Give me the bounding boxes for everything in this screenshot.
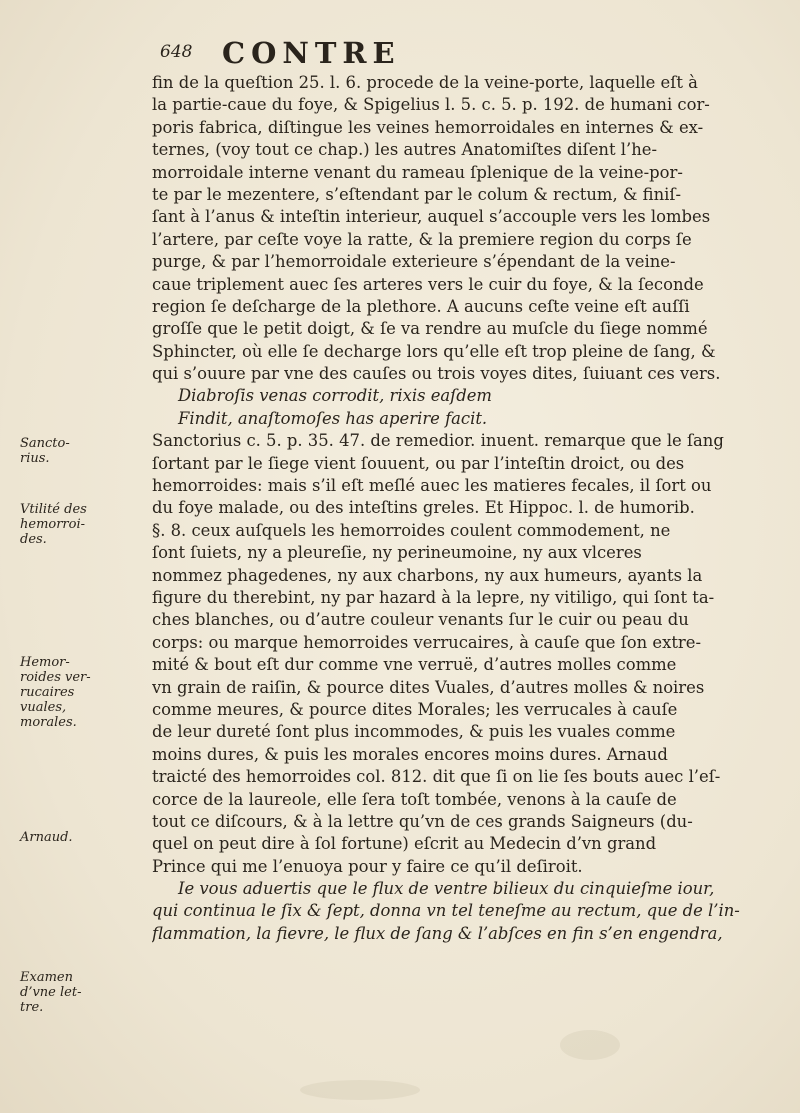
- text-line: Sanctorius c. 5. p. 35. 47. de remedior. inuent. remarque que le ſang: [152, 431, 724, 451]
- page-number: 648: [160, 42, 193, 62]
- margin-note-line: tre.: [20, 1000, 44, 1015]
- text-line: Sphincter, où elle ſe decharge lors qu’elle eſt trop pleine de ſang, &: [152, 341, 716, 361]
- text-line: ternes, (voy tout ce chap.) les autres Anatomiſtes diſent l’he-: [152, 140, 658, 160]
- text-line: traicté des hemorroides col. 812. dit que ſi on lie ſes bouts auec l’eſ-: [152, 767, 721, 787]
- letter-line: Ie vous aduertis que le flux de ventre bilieux du cinquieſme iour,: [178, 879, 715, 899]
- text-line: te par le mezentere, s’eſtendant par le colum & rectum, & finiſ-: [152, 184, 681, 204]
- text-line: figure du therebint, ny par hazard à la lepre, ny vitiligo, qui ſont ta-: [152, 587, 715, 607]
- text-line: region ſe deſcharge de la plethore. A aucuns ceſte veine eſt auſſi: [152, 296, 690, 316]
- margin-note-utilite: [20, 502, 138, 547]
- margin-note-line: des.: [20, 532, 47, 547]
- text-line: corce de la laureole, elle ſera toſt tombée, venons à la cauſe de: [152, 789, 677, 809]
- text-line: quel on peut dire à ſol fortune) eſcrit au Medecin d’vn grand: [152, 834, 657, 854]
- text-line: du foye malade, ou des inteſtins greles. Et Hippoc. l. de humorib.: [152, 498, 695, 518]
- margin-note-line: Vtilité des: [20, 502, 87, 517]
- text-line: comme meures, & pource dites Morales; les verrucales à cauſe: [152, 699, 678, 719]
- text-line: ches blanches, ou d’autre couleur venants ſur le cuir ou peau du: [152, 610, 689, 630]
- margin-note-line: morales.: [20, 715, 77, 730]
- margin-note-line: vuales,: [20, 700, 67, 715]
- letter-line: flammation, la fievre, le flux de ſang & l’abſces en fin s’en engendra,: [152, 923, 723, 943]
- margin-note-line: Hemor-: [20, 655, 70, 670]
- text-line: groſſe que le petit doigt, & ſe va rendre au muſcle du ſiege nommé: [152, 319, 708, 339]
- text-line: la partie-caue du foye, & Spigelius l. 5. c. 5. p. 192. de humani cor-: [152, 95, 710, 115]
- verse-line: Findit, anaſtomoſes has aperire facit.: [178, 408, 488, 428]
- running-head: CONTRE: [222, 36, 401, 70]
- verse-line: Diabroſis venas corrodit, rixis eaſdem: [178, 386, 492, 406]
- margin-note-arnaud: [20, 830, 138, 845]
- letter-line: qui continua le ſix & ſept, donna vn tel teneſme au rectum, que de l’in-: [152, 901, 740, 921]
- margin-note-line: rucaires: [20, 685, 75, 700]
- text-line: Prince qui me l’enuoya pour y faire ce qu’il deſiroit.: [152, 856, 583, 876]
- margin-note-examen: [20, 970, 138, 1015]
- body-text: [152, 72, 792, 945]
- text-line: fin de la queſtion 25. l. 6. procede de la veine-porte, laquelle eſt à: [152, 73, 698, 92]
- text-line: purge, & par l’hemorroidale exterieure s’épendant de la veine-: [152, 252, 676, 272]
- margin-note-hemorroides: [20, 655, 138, 730]
- margin-note-line: rius.: [20, 451, 50, 466]
- page-header: [160, 38, 760, 68]
- text-line: nommez phagedenes, ny aux charbons, ny aux humeurs, ayants la: [152, 565, 703, 585]
- margin-note-line: d’vne let-: [20, 985, 82, 1000]
- text-line: moins dures, & puis les morales encores moins dures. Arnaud: [152, 744, 668, 764]
- text-line: de leur dureté ſont plus incommodes, & puis les vuales comme: [152, 722, 676, 742]
- text-line: hemorroides: mais s’il eſt meſlé auec les matieres fecales, il ſort ou: [152, 476, 712, 496]
- text-line: mité & bout eſt dur comme vne verruë, d’autres molles comme: [152, 655, 677, 675]
- text-line: poris fabrica, diſtingue les veines hemorroidales en internes & ex-: [152, 117, 704, 137]
- text-line: ſortant par le ſiege vient ſouuent, ou par l’inteſtin droict, ou des: [152, 453, 685, 473]
- margin-notes: [20, 0, 160, 1113]
- text-line: corps: ou marque hemorroides verrucaires, à cauſe que ſon extre-: [152, 632, 701, 652]
- margin-note-line: Examen: [20, 970, 73, 985]
- text-line: vn grain de raiſin, & pource dites Vuales, d’autres molles & noires: [152, 677, 705, 697]
- margin-note-line: Arnaud.: [20, 830, 73, 845]
- margin-note-sanctorius: [20, 436, 138, 466]
- text-line: §. 8. ceux auſquels les hemorroides coulent commodement, ne: [152, 520, 671, 540]
- margin-note-line: roides ver-: [20, 670, 91, 685]
- text-line: qui s’ouure par vne des cauſes ou trois voyes dites, ſuiuant ces vers.: [152, 364, 721, 384]
- paper-stain: [300, 1080, 420, 1100]
- text-line: ſant à l’anus & inteſtin interieur, auquel s’accouple vers les lombes: [152, 207, 711, 227]
- text-line: tout ce diſcours, & à la lettre qu’vn de ces grands Saigneurs (du-: [152, 811, 693, 831]
- text-line: ſont ſuiets, ny a pleureſie, ny perineumoine, ny aux vlceres: [152, 543, 642, 563]
- paper-stain: [560, 1030, 620, 1060]
- text-line: morroidale interne venant du rameau ſplenique de la veine-por-: [152, 162, 683, 182]
- margin-note-line: hemorroi-: [20, 517, 86, 532]
- margin-note-line: Sancto-: [20, 436, 70, 451]
- text-line: caue triplement auec ſes arteres vers le cuir du foye, & la ſeconde: [152, 274, 704, 294]
- text-line: l’artere, par ceſte voye la ratte, & la premiere region du corps ſe: [152, 229, 692, 249]
